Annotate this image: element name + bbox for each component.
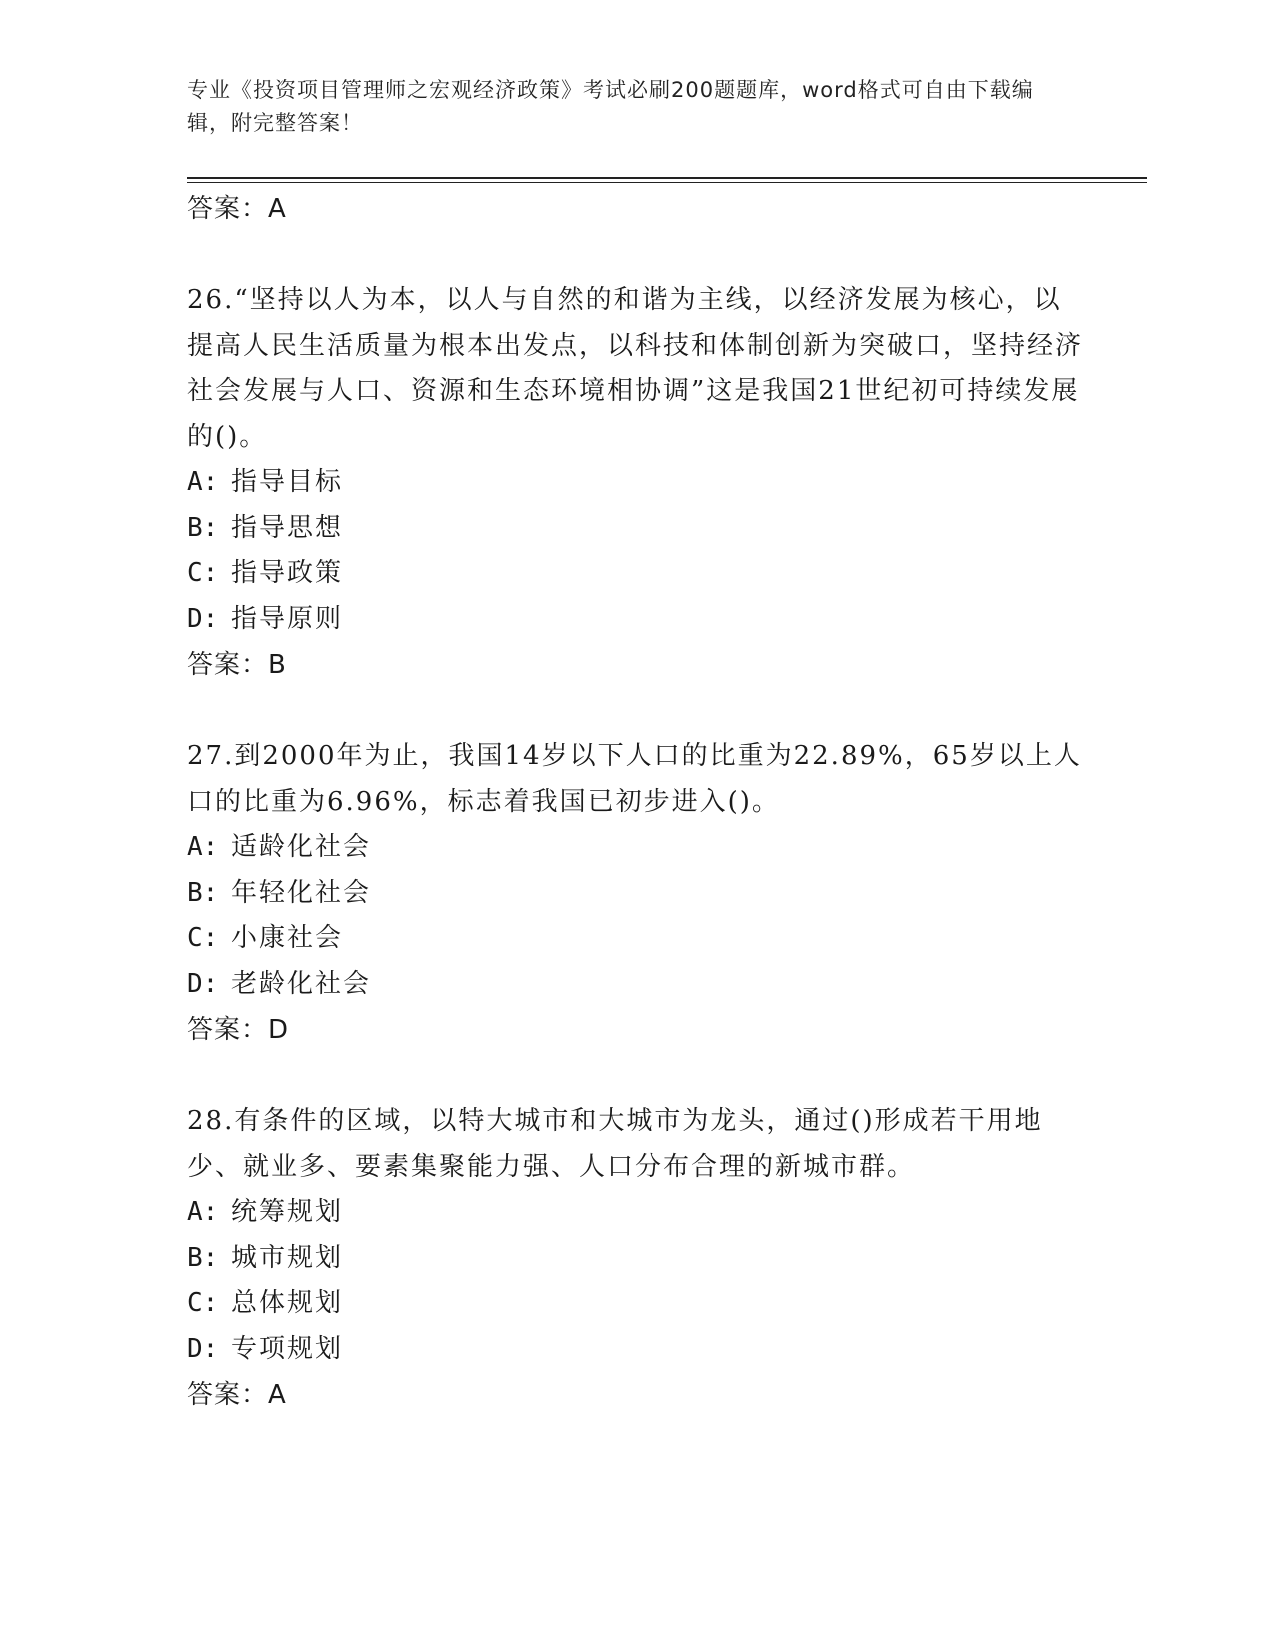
option-letter: C:	[187, 1288, 219, 1318]
option-text: 城市规划	[231, 1242, 344, 1273]
option-letter: A:	[187, 467, 219, 497]
option-text: 年轻化社会	[231, 877, 372, 908]
header-rule-thick	[187, 177, 1147, 179]
option-d	[187, 1327, 1087, 1373]
option-c	[187, 551, 1087, 597]
option-text: 总体规划	[231, 1288, 344, 1318]
option-c	[187, 916, 1087, 962]
option-text: 统筹规划	[231, 1197, 344, 1227]
option-text: 老龄化社会	[231, 968, 372, 999]
question-stem: 26.“坚持以人为本，以人与自然的和谐为主线，以经济发展为核心，以提高人民生活质量为根本出发点，以科技和体制创新为突破口，坚持经济社会发展与人口、资源和生态环境相协调”这是我国21世纪初可持续发展的()。	[187, 285, 1084, 452]
header-rule-thin	[187, 182, 1147, 183]
document-header: 专业《投资项目管理师之宏观经济政策》考试必刷200题题库，word格式可自由下载编辑，附完整答案！	[187, 78, 1034, 135]
answer-line: 答案：A	[187, 1380, 287, 1410]
option-c	[187, 1281, 1087, 1327]
option-letter: B:	[187, 1242, 219, 1273]
option-text: 专项规划	[231, 1333, 344, 1364]
option-letter: A:	[187, 1197, 219, 1227]
answer-line: 答案：D	[187, 1015, 290, 1045]
option-text: 指导目标	[231, 467, 344, 497]
answer-line: 答案：A	[187, 194, 287, 224]
option-text: 小康社会	[231, 923, 344, 953]
question-list	[187, 186, 1087, 1418]
option-letter: B:	[187, 877, 219, 908]
option-d	[187, 962, 1087, 1008]
option-letter: A:	[187, 832, 219, 862]
answer-line: 答案：B	[187, 650, 287, 680]
option-a	[187, 460, 1087, 506]
option-letter: D:	[187, 1333, 219, 1364]
question-28	[187, 1099, 1087, 1418]
option-letter: C:	[187, 558, 219, 588]
question-stem: 27.到2000年为止，我国14岁以下人口的比重为22.89%，65岁以上人口的比重为6.96%，标志着我国已初步进入()。	[187, 741, 1082, 817]
option-b	[187, 506, 1087, 552]
option-letter: D:	[187, 603, 219, 634]
option-letter: D:	[187, 968, 219, 999]
option-text: 指导政策	[231, 558, 344, 588]
option-d	[187, 597, 1087, 643]
option-b	[187, 871, 1087, 917]
option-a	[187, 825, 1087, 871]
question-26	[187, 278, 1087, 688]
question-27	[187, 734, 1087, 1053]
option-text: 指导原则	[231, 603, 344, 634]
option-letter: C:	[187, 923, 219, 953]
option-text: 适龄化社会	[231, 832, 372, 862]
option-b	[187, 1236, 1087, 1282]
option-text: 指导思想	[231, 512, 344, 543]
option-letter: B:	[187, 512, 219, 543]
question-stem: 28.有条件的区域，以特大城市和大城市为龙头，通过()形成若干用地少、就业多、要素集聚能力强、人口分布合理的新城市群。	[187, 1106, 1043, 1182]
option-a	[187, 1190, 1087, 1236]
